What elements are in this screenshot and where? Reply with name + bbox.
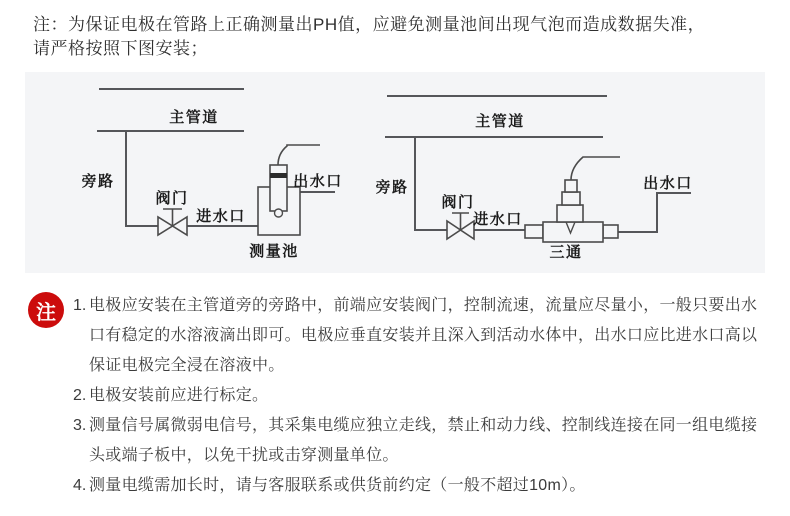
right-outlet-label: 出水口 (643, 174, 693, 192)
note-item-1 (73, 291, 761, 381)
note-item-4 (73, 471, 761, 501)
header-note (33, 13, 763, 61)
right-main-pipe-label: 主管道 (475, 112, 525, 130)
left-vessel-label: 测量池 (249, 242, 299, 260)
note-badge-text: 注 (36, 301, 56, 324)
note-text: 电极安装前应进行标定。 (89, 387, 269, 404)
left-valve-label: 阀门 (155, 189, 189, 207)
note-item-3 (73, 411, 761, 471)
notes-list (73, 291, 761, 501)
left-outlet-label: 出水口 (293, 172, 343, 190)
note-text: 测量电缆需加长时，请与客服联系或供货前约定（一般不超过10m）。 (89, 477, 586, 494)
note-number: 2. (73, 387, 87, 404)
note-text: 电极应安装在主管道旁的旁路中，前端应安装阀门，控制流速，流量应尽量小，一般只要出水口有稳定的水溶液滴出即可。电极应垂直安装并且深入到活动水体中，出水口应比进水口高以保证电极完全浸在溶液中。 (89, 297, 758, 374)
note-number: 3. (73, 417, 87, 434)
note-text: 测量信号属微弱电信号，其采集电缆应独立走线，禁止和动力线、控制线连接在同一组电缆接头或端子板中，以免干扰或击穿测量单位。 (89, 417, 758, 464)
left-valve-icon (158, 209, 187, 235)
left-electrode-cable-line (278, 145, 320, 165)
installation-diagram (25, 72, 765, 273)
right-electrode-cable-line (571, 157, 620, 180)
right-bypass-label: 旁路 (375, 178, 409, 196)
header-note-line2: 请严格按照下图安装； (33, 39, 208, 58)
right-fitting-label: 三通 (549, 243, 583, 261)
installation-diagram-panel (25, 72, 765, 273)
note-number: 1. (73, 297, 87, 314)
note-item-2 (73, 381, 761, 411)
left-bypass-label: 旁路 (81, 172, 115, 190)
header-note-line1: 注：为保证电极在管路上正确测量出PH值，应避免测量池间出现气泡而造成数据失准， (33, 15, 706, 34)
note-number: 4. (73, 477, 87, 494)
note-badge (28, 292, 64, 328)
right-inlet-label: 进水口 (473, 210, 523, 228)
left-main-pipe-label: 主管道 (169, 108, 219, 126)
left-inlet-label: 进水口 (196, 207, 246, 225)
right-valve-icon (447, 213, 474, 239)
right-valve-label: 阀门 (441, 193, 475, 211)
right-outlet-pipe-line (618, 193, 691, 232)
